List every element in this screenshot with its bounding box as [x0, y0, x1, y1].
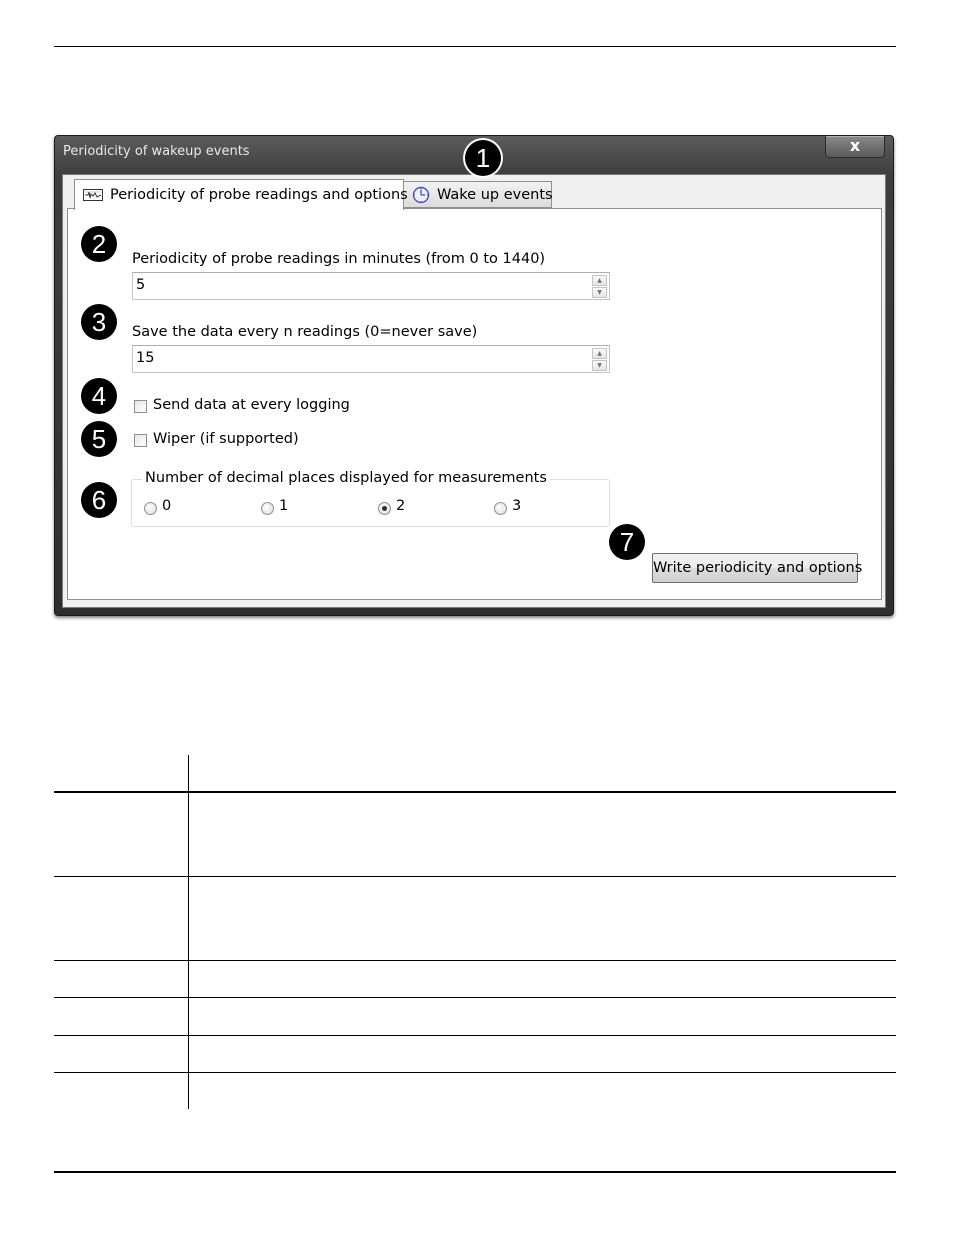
chart-icon	[83, 189, 103, 201]
callout-badge-1: 1	[465, 140, 501, 176]
wiper-checkbox[interactable]	[134, 434, 147, 447]
close-button[interactable]	[825, 136, 885, 158]
write-periodicity-button[interactable]: Write periodicity and options	[652, 553, 858, 583]
send-data-label: Send data at every logging	[153, 397, 350, 413]
save-every-down-button[interactable]: ▼	[592, 360, 607, 371]
tab-panel	[67, 208, 882, 600]
save-every-stepper[interactable]	[132, 345, 610, 373]
callout-badge-5: 5	[81, 421, 117, 457]
radio-decimals-3-label: 3	[512, 498, 522, 514]
tab-wake-up-events-label: Wake up events	[437, 186, 553, 203]
clock-icon	[412, 186, 430, 204]
table-row-rule	[54, 876, 896, 877]
periodicity-stepper[interactable]	[132, 272, 610, 300]
dialog-window	[54, 135, 894, 616]
radio-decimals-3[interactable]	[494, 502, 507, 515]
tab-periodicity[interactable]	[74, 179, 408, 210]
callout-badge-6: 6	[81, 482, 117, 518]
decimal-places-group	[131, 479, 610, 527]
radio-decimals-2-label: 2	[396, 498, 406, 514]
radio-decimals-1-label: 1	[279, 498, 289, 514]
close-icon: x	[849, 136, 861, 155]
send-data-checkbox[interactable]	[134, 400, 147, 413]
table-column-divider	[188, 755, 189, 1109]
callout-badge-7: 7	[609, 524, 645, 560]
dialog-client-area	[62, 174, 886, 608]
table-row-rule	[54, 1035, 896, 1036]
periodicity-value: 5	[136, 277, 146, 293]
table-row-rule	[54, 997, 896, 998]
table-header-rule	[54, 791, 896, 793]
tab-periodicity-label: Periodicity of probe readings and options	[110, 187, 408, 203]
periodicity-label: Periodicity of probe readings in minutes (from 0 to 1440)	[132, 251, 546, 267]
periodicity-down-button[interactable]: ▼	[592, 287, 607, 298]
radio-decimals-0-label: 0	[162, 498, 172, 514]
save-every-up-button[interactable]: ▲	[592, 348, 607, 359]
bottom-rule	[54, 1171, 896, 1173]
table-row-rule	[54, 960, 896, 961]
radio-decimals-0[interactable]	[144, 502, 157, 515]
window-title: Periodicity of wakeup events	[63, 144, 250, 159]
callout-badge-2: 2	[81, 226, 117, 262]
callout-badge-4: 4	[81, 378, 117, 414]
table-row-rule	[54, 1072, 896, 1073]
periodicity-up-button[interactable]: ▲	[592, 275, 607, 286]
save-every-label: Save the data every n readings (0=never save)	[132, 324, 478, 340]
callout-badge-3: 3	[81, 304, 117, 340]
decimal-places-title: Number of decimal places displayed for measurements	[142, 470, 550, 486]
save-every-value: 15	[136, 350, 155, 366]
top-rule	[54, 46, 896, 47]
tab-wake-up-events[interactable]	[404, 181, 552, 208]
radio-decimals-2[interactable]	[378, 502, 391, 515]
wiper-label: Wiper (if supported)	[153, 431, 299, 447]
radio-decimals-1[interactable]	[261, 502, 274, 515]
